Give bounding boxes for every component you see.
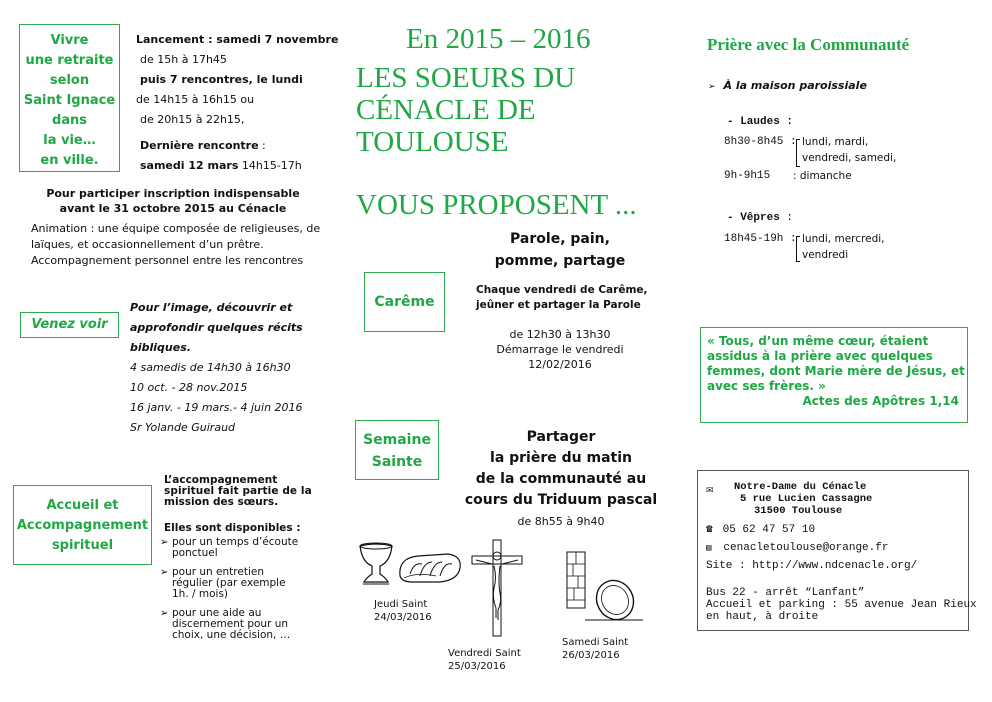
bus-info: Bus 22 - arrêt “Lanfant” Accueil et parking : 55 avenue Jean Rieux en haut, à droite [706, 587, 977, 623]
quote-reference: Actes des Apôtres 1,14 [802, 394, 959, 408]
laudes-days-1: lundi, mardi, vendredi, samedi, [802, 136, 897, 164]
accueil-box-lines: Accueil et Accompagnement spirituel [16, 498, 149, 553]
main-title: LES SOEURS DU CÉNACLE DE TOULOUSE [356, 62, 576, 158]
careme-desc: Chaque vendredi de Carême, jeûner et partager la Parole [476, 284, 648, 311]
vivre-box [19, 24, 120, 172]
email-address[interactable]: cenacletoulouse@orange.fr [723, 542, 889, 554]
laudes-time-1: 8h30-8h45 : [724, 136, 797, 148]
inscription-note: Pour participer inscription indispensable avant le 31 octobre 2015 au Cénacle [46, 187, 300, 215]
vepres-time: 18h45-19h : [724, 233, 797, 245]
bread-icon [396, 550, 464, 586]
crucifix-icon [470, 538, 524, 638]
partager-heading: Partager la prière du matin de la communauté au cours du Triduum pascal [464, 429, 658, 508]
chalice-icon [356, 540, 396, 586]
careme-label: Carême [374, 294, 435, 310]
year-heading: En 2015 – 2016 [406, 23, 591, 55]
accueil-box [13, 485, 152, 565]
email-line [706, 539, 968, 557]
semaine-sainte-lines: Semaine Sainte [363, 432, 431, 470]
vepres-days: lundi, mercredi, vendredi [802, 233, 885, 261]
address-block: Notre-Dame du Cénacle 5 rue Lucien Cassagne 31500 Toulouse [734, 481, 873, 517]
animation-text: Animation : une équipe composée de religieuses, de laïques, et occasionnellement d’un prêtre. Accompagnement personnel entre les rencontres [31, 222, 321, 267]
dispo-label: Elles sont disponibles : [164, 522, 301, 534]
quote-text: « Tous, d’un même cœur, étaient assidus à la prière avec quelques femmes, dont Marie mère de Jésus, et avec ses frères. » [707, 334, 965, 393]
quote-box [700, 327, 968, 423]
careme-box [364, 272, 445, 332]
venez-voir-box [20, 312, 119, 338]
contact-box [697, 470, 977, 631]
laudes-time-2: 9h-9h15 [724, 170, 771, 182]
venez-voir-label: Venez voir [31, 317, 108, 332]
jeudi-saint-caption: Jeudi Saint 24/03/2016 [374, 599, 432, 623]
laudes-days-2: : dimanche [793, 170, 852, 182]
vepres-label: - Vêpres : [727, 212, 794, 224]
vendredi-saint-caption: Vendredi Saint 25/03/2016 [448, 648, 521, 672]
accomp-intro: L’accompagnement spirituel fait partie de la mission des sœurs. [164, 474, 312, 508]
website-link[interactable]: Site : http://www.ndcenacle.org/ [706, 560, 918, 572]
semaine-sainte-box [355, 420, 439, 480]
list-item: ➢ pour une aide au discernement pour un choix, une décision, … [160, 608, 305, 641]
list-item: ➢ pour un temps d’écoute ponctuel [160, 537, 305, 559]
phone-number: 05 62 47 57 10 [722, 524, 816, 536]
email-icon: ▤ [706, 543, 712, 553]
lancement-block: Lancement : samedi 7 novembre de 15h à 17h45 puis 7 rencontres, le lundi de 14h15 à 16h15 ou de 20h15 à 22h15, [136, 33, 339, 126]
partager-time: de 8h55 à 9h40 [517, 515, 605, 528]
careme-time: de 12h30 à 13h30 Démarrage le vendredi 12/02/2016 [496, 328, 624, 371]
samedi-saint-caption: Samedi Saint 26/03/2016 [562, 637, 629, 661]
envelope-icon: ✉ [706, 485, 714, 495]
tomb-icon [565, 548, 645, 628]
laudes-block: - Laudes : [727, 116, 794, 128]
parole-heading: Parole, pain, pomme, partage [494, 231, 626, 269]
priere-title: Prière avec la Communauté [707, 35, 910, 54]
vivre-box-lines: Vivre une retraite selon Saint Ignace dans la vie… en ville. [23, 33, 116, 168]
maison-item: ➢ À la maison paroissiale [708, 79, 867, 92]
list-item: ➢ pour un entretien régulier (par exemple 1h. / mois) [160, 567, 305, 600]
venez-voir-details: Pour l’image, découvrir et approfondir quelques récits bibliques. 4 samedis de 14h30 à 16h30 10 oct. - 28 nov.2015 16 janv. - 19 mars.- 4 juin 2016 Sr Yolande Guiraud [130, 301, 303, 434]
laudes-bracket [796, 139, 800, 167]
dispo-list [160, 537, 305, 641]
proposent-heading: VOUS PROPOSENT ... [356, 189, 637, 221]
vepres-bracket [796, 236, 800, 262]
phone-line [706, 521, 968, 539]
telephone-icon: ☎ [706, 524, 713, 536]
derniere-block: Dernière rencontre : samedi 12 mars 14h15-17h [140, 139, 302, 172]
